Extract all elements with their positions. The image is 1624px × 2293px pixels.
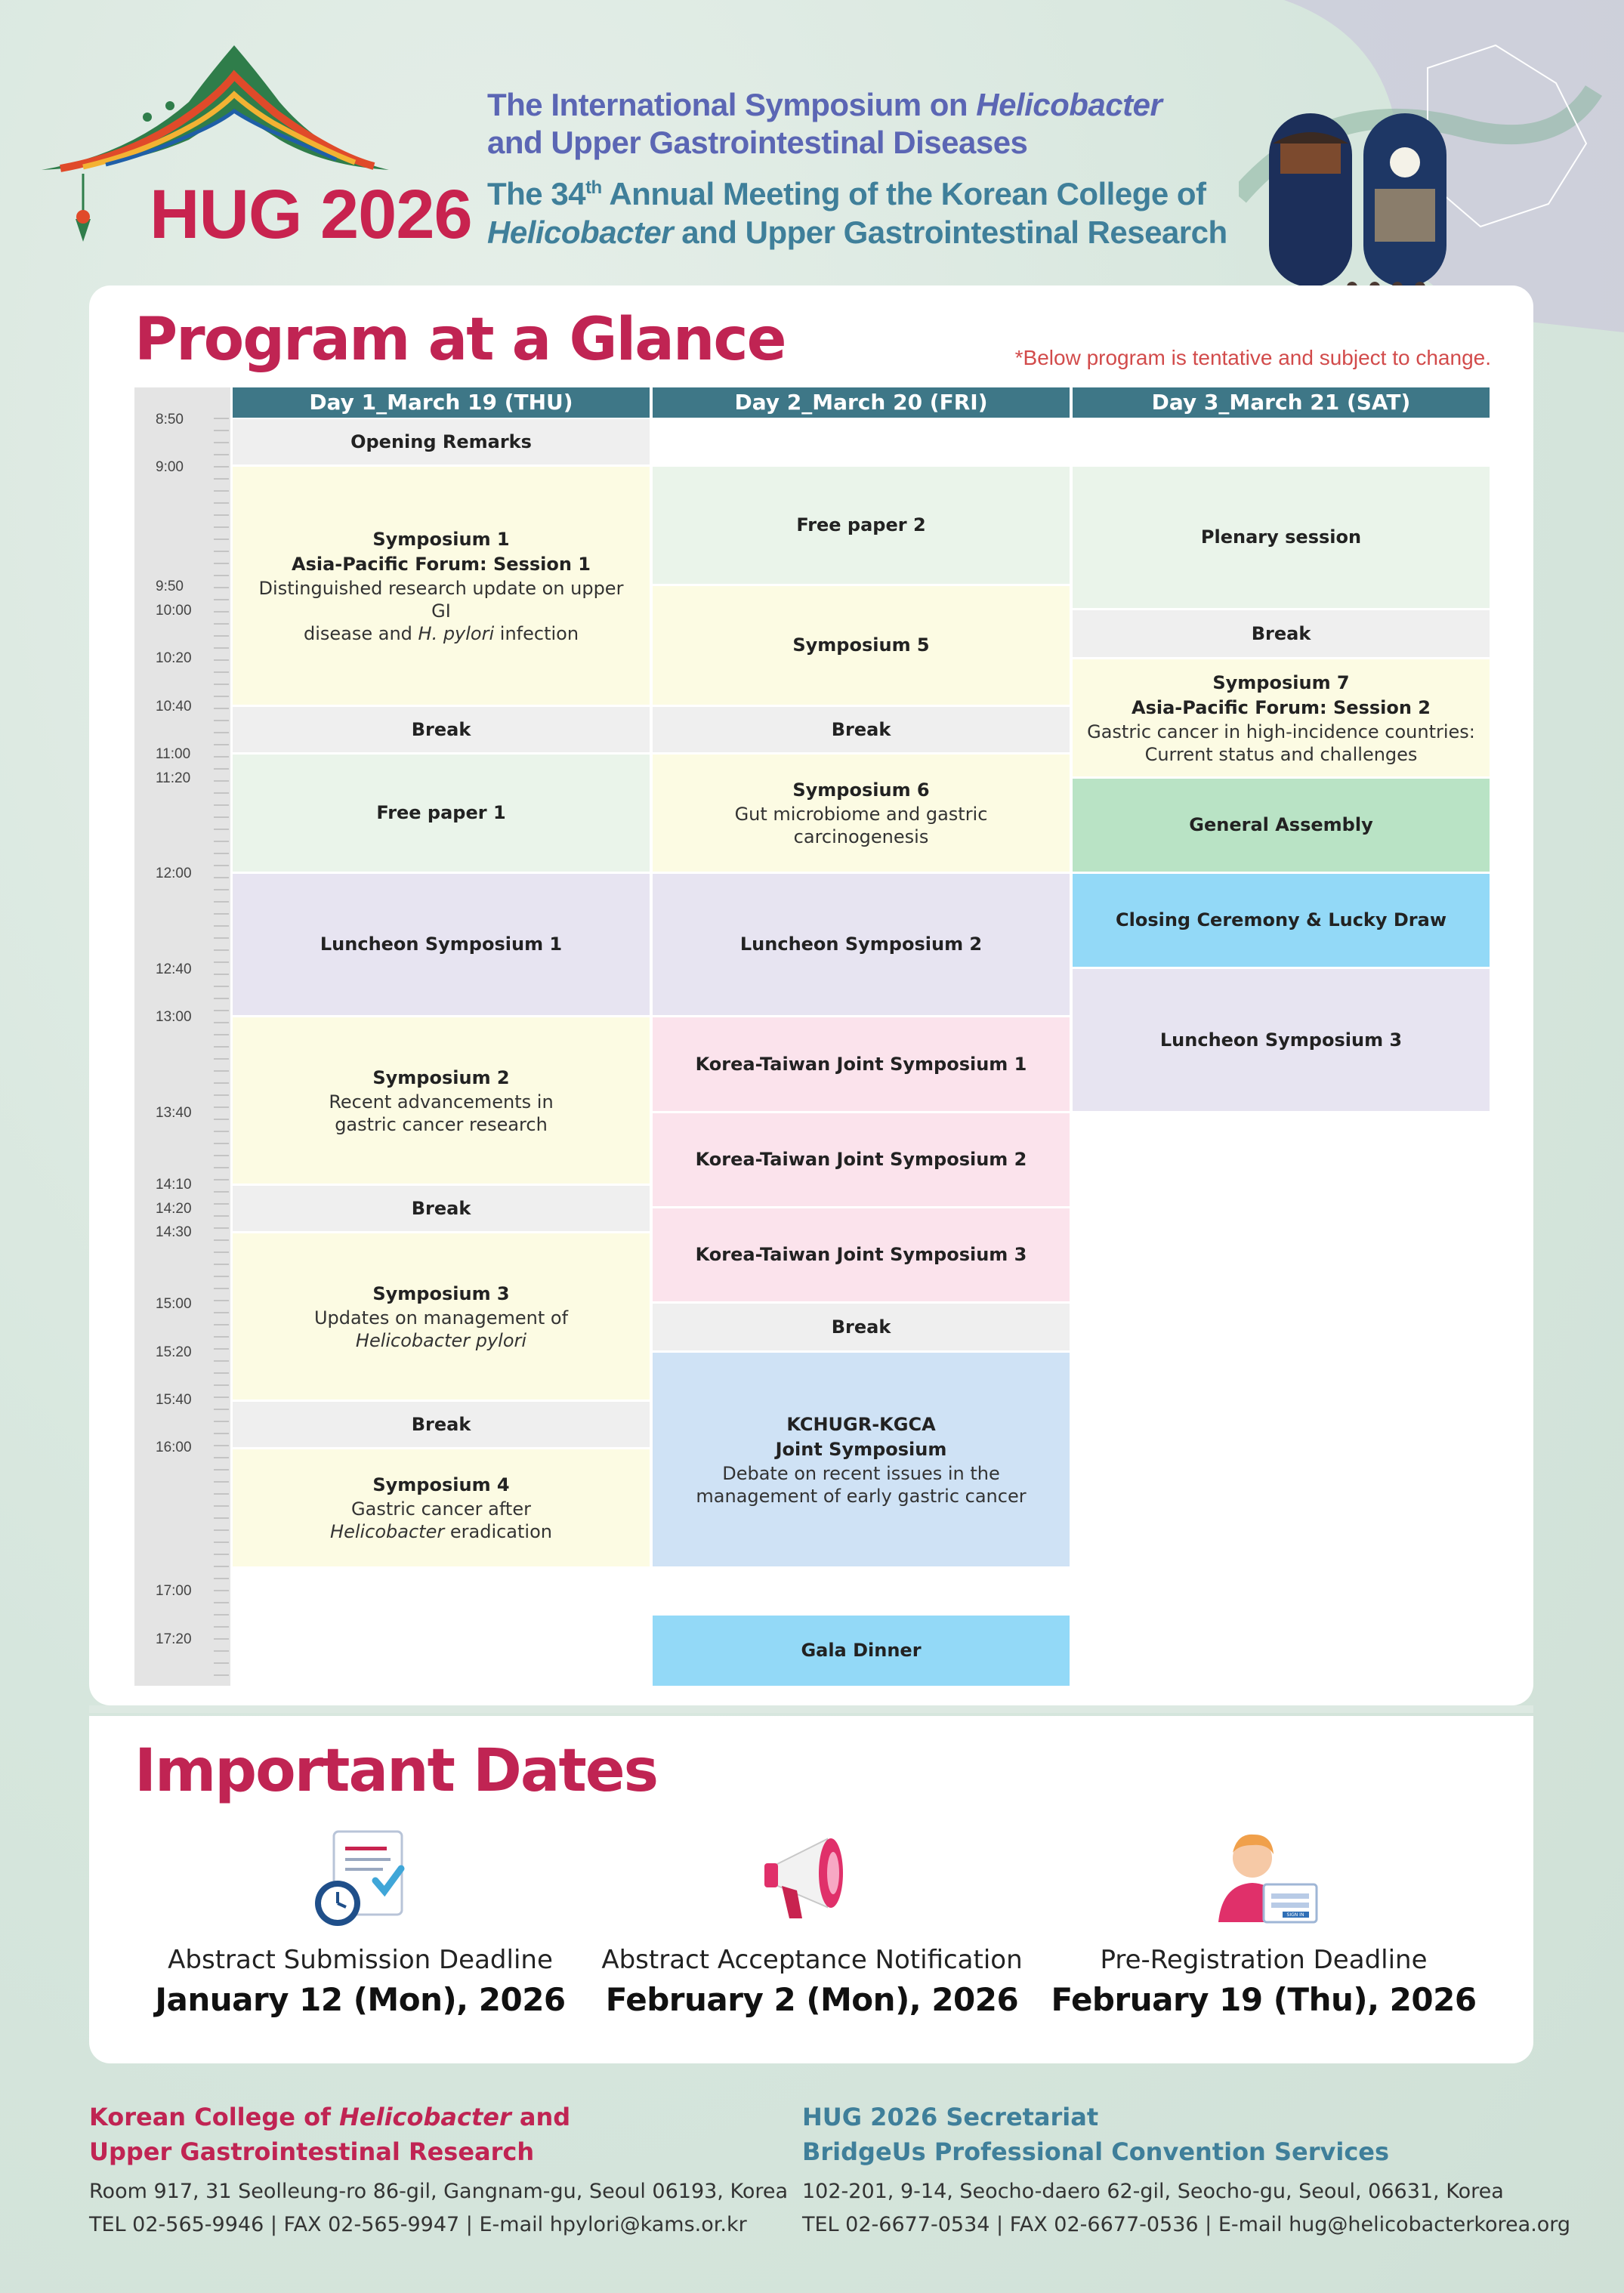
session-title: Closing Ceremony & Lucky Draw [1115, 909, 1447, 930]
time-tick [214, 1421, 229, 1422]
time-tick [214, 1469, 229, 1471]
time-label: 17:20 [156, 1631, 192, 1647]
time-tick [214, 853, 229, 854]
time-tick [214, 671, 229, 673]
session-title: Free paper 2 [796, 514, 926, 535]
time-tick [214, 1590, 229, 1591]
time-tick [214, 1614, 229, 1616]
session-korea-taiwan-2 [653, 1113, 1070, 1206]
session-symposium-5 [653, 586, 1070, 705]
time-tick [214, 937, 229, 939]
session-title: KCHUGR-KGCA [786, 1413, 936, 1435]
time-tick [214, 1070, 229, 1072]
header-line-3: The 34th Annual Meeting of the Korean College of [487, 176, 1206, 211]
session-symposium-2 [233, 1017, 650, 1184]
time-label: 15:40 [156, 1392, 192, 1408]
session-title: Break [411, 718, 471, 740]
session-title: Break [1251, 622, 1311, 644]
date-abstract-acceptance [585, 1824, 1039, 2018]
time-tick [214, 659, 229, 661]
session-description: Distinguished research update on upper GI [258, 577, 624, 622]
time-tick [214, 587, 229, 588]
time-label: 11:00 [156, 746, 191, 762]
time-tick [214, 1529, 229, 1531]
date-abstract-submission [134, 1824, 587, 2018]
time-tick [214, 551, 229, 552]
session-plenary [1073, 467, 1490, 608]
organizer-name: Korean College of Helicobacter and Upper Gastrointestinal Research [89, 2103, 571, 2166]
time-tick [214, 1010, 229, 1011]
session-subtitle: Asia-Pacific Forum: Session 1 [292, 553, 591, 575]
document-clock-icon [304, 1824, 417, 1930]
time-tick [214, 1203, 229, 1205]
time-tick [214, 974, 229, 975]
session-symposium-4 [233, 1449, 650, 1566]
time-tick [214, 1143, 229, 1144]
time-tick [214, 768, 229, 770]
time-tick [214, 1384, 229, 1386]
time-tick [214, 1022, 229, 1023]
session-korea-taiwan-3 [653, 1208, 1070, 1301]
time-tick [214, 1058, 229, 1060]
time-tick [214, 804, 229, 806]
date-value: February 19 (Thu), 2026 [1051, 1981, 1477, 2018]
time-tick [214, 780, 229, 782]
time-tick [214, 1674, 229, 1676]
session-luncheon-symposium-3 [1073, 969, 1490, 1111]
time-tick [214, 502, 229, 504]
session-general-assembly [1073, 779, 1490, 872]
session-subtitle: Asia-Pacific Forum: Session 2 [1132, 696, 1431, 718]
time-tick [214, 1481, 229, 1483]
time-tick [214, 792, 229, 794]
time-tick [214, 1360, 229, 1362]
time-tick [214, 949, 229, 951]
important-dates-title: Important Dates [134, 1737, 658, 1805]
time-tick [214, 1155, 229, 1156]
date-label: Abstract Acceptance Notification [601, 1945, 1023, 1975]
time-tick [214, 539, 229, 540]
session-free-paper-1 [233, 755, 650, 872]
time-label: 15:20 [156, 1344, 192, 1360]
time-tick [214, 1094, 229, 1096]
session-free-paper-2 [653, 467, 1070, 584]
time-tick [214, 442, 229, 443]
header-line-4: Helicobacter and Upper Gastrointestinal Research [487, 214, 1227, 250]
session-break [233, 1402, 650, 1447]
time-tick [214, 1106, 229, 1108]
time-tick [214, 961, 229, 963]
time-tick [214, 1493, 229, 1495]
time-tick [214, 901, 229, 903]
time-label: 10:20 [156, 650, 192, 666]
time-tick [214, 466, 229, 468]
date-label: Pre-Registration Deadline [1100, 1945, 1428, 1975]
time-tick [214, 1082, 229, 1084]
time-label: 10:00 [156, 603, 192, 619]
session-korea-taiwan-1 [653, 1017, 1070, 1111]
session-title: Korea-Taiwan Joint Symposium 1 [695, 1053, 1027, 1075]
time-tick [214, 1566, 229, 1567]
session-break [653, 1304, 1070, 1350]
time-tick [214, 1312, 229, 1313]
session-symposium-1 [233, 467, 650, 705]
megaphone-icon [755, 1824, 869, 1930]
time-label: 14:30 [156, 1224, 192, 1240]
session-kchugr-kgca [653, 1353, 1070, 1566]
session-luncheon-symposium-1 [233, 874, 650, 1015]
session-description: Debate on recent issues in the [722, 1462, 1000, 1484]
time-tick [214, 430, 229, 431]
time-label: 11:20 [156, 770, 191, 786]
session-break [653, 707, 1070, 752]
day-3-header: Day 3_March 21 (SAT) [1073, 387, 1490, 418]
time-tick [214, 1578, 229, 1579]
session-title: Break [831, 1316, 891, 1338]
session-luncheon-symposium-2 [653, 874, 1070, 1015]
time-label: 13:40 [156, 1105, 192, 1121]
day-2-header: Day 2_March 20 (FRI) [653, 387, 1070, 418]
time-tick [214, 1119, 229, 1120]
time-tick [214, 732, 229, 733]
time-tick [214, 1517, 229, 1519]
secretariat-name: HUG 2026 Secretariat BridgeUs Professional Convention Services [802, 2103, 1390, 2166]
time-label: 14:20 [156, 1201, 192, 1217]
registration-person-icon [1207, 1824, 1320, 1930]
session-description: Current status and challenges [1144, 743, 1418, 765]
session-description: Gut microbiome and gastric [734, 804, 988, 825]
date-label: Abstract Submission Deadline [168, 1945, 553, 1975]
time-label: 8:50 [156, 412, 184, 427]
session-closing-ceremony [1073, 874, 1490, 967]
session-description: management of early gastric cancer [696, 1485, 1027, 1507]
date-value: February 2 (Mon), 2026 [605, 1981, 1019, 2018]
session-title: Break [411, 1413, 471, 1435]
time-tick [214, 877, 229, 878]
session-symposium-3 [233, 1233, 650, 1400]
time-tick [214, 1554, 229, 1555]
event-logo-text: HUG 2026 [150, 176, 472, 253]
time-tick [214, 1372, 229, 1374]
secretariat-address: 102-201, 9-14, Seocho-daero 62-gil, Seocho-gu, Seoul, 06631, Korea [802, 2180, 1504, 2203]
header-line-1: The International Symposium on Helicobacter [487, 87, 1162, 122]
session-title: Korea-Taiwan Joint Symposium 2 [695, 1149, 1027, 1170]
session-description: disease and H. pylori infection [303, 622, 579, 644]
session-break [1073, 610, 1490, 657]
time-tick [214, 1131, 229, 1132]
session-description: Helicobacter pylori [355, 1329, 527, 1351]
organizer-address: Room 917, 31 Seolleung-ro 86-gil, Gangnam-gu, Seoul 06193, Korea [89, 2180, 789, 2203]
session-description: Updates on management of [313, 1307, 569, 1329]
session-break [233, 1186, 650, 1231]
time-tick [214, 756, 229, 758]
time-tick [214, 1191, 229, 1193]
time-tick [214, 889, 229, 890]
time-label: 13:00 [156, 1009, 192, 1025]
time-tick [214, 575, 229, 576]
time-tick [214, 1505, 229, 1507]
time-tick [214, 986, 229, 987]
time-tick [214, 599, 229, 600]
time-tick [214, 478, 229, 480]
time-tick [214, 490, 229, 492]
time-label: 9:00 [156, 459, 184, 475]
session-title: Luncheon Symposium 2 [739, 934, 983, 955]
session-symposium-6 [653, 755, 1070, 872]
time-tick [214, 514, 229, 516]
session-opening-remarks [233, 419, 650, 464]
date-pre-registration [1037, 1824, 1490, 2018]
time-label: 15:00 [156, 1296, 192, 1312]
time-tick [214, 696, 229, 697]
session-description: Gastric cancer in high-incidence countries: [1087, 721, 1475, 742]
time-tick [214, 1034, 229, 1035]
organizer-phone-email: TEL 02-565-9946 | FAX 02-565-9947 | E-mail hpylori@kams.or.kr [89, 2213, 747, 2236]
time-tick [214, 913, 229, 915]
time-tick [214, 1602, 229, 1603]
session-break [233, 707, 650, 752]
session-title: Symposium 4 [372, 1474, 510, 1495]
time-label: 14:10 [156, 1177, 192, 1193]
session-title: Luncheon Symposium 1 [320, 934, 563, 955]
time-tick [214, 563, 229, 564]
time-tick [214, 1227, 229, 1229]
time-tick [214, 1264, 229, 1265]
time-tick [214, 1288, 229, 1289]
time-tick [214, 1650, 229, 1652]
date-value: January 12 (Mon), 2026 [155, 1981, 566, 2018]
session-title: Gala Dinner [801, 1640, 922, 1661]
section-divider [89, 1705, 1533, 1713]
time-tick [214, 1638, 229, 1640]
time-tick [214, 1167, 229, 1168]
session-title: Symposium 2 [372, 1066, 510, 1088]
time-tick [214, 1457, 229, 1458]
session-title: Opening Remarks [350, 431, 532, 452]
session-title: Break [831, 718, 891, 740]
time-tick [214, 841, 229, 842]
time-tick [214, 1445, 229, 1446]
time-tick [214, 744, 229, 745]
session-title: Symposium 5 [792, 634, 930, 656]
session-title: Plenary session [1200, 526, 1362, 548]
tentative-note: *Below program is tentative and subject to change. [1014, 346, 1491, 369]
time-tick [214, 1626, 229, 1628]
time-tick [214, 1276, 229, 1277]
time-tick [214, 720, 229, 721]
day-1-header: Day 1_March 19 (THU) [233, 387, 650, 418]
time-tick [214, 1542, 229, 1543]
svg-text:SIGN IN: SIGN IN [1286, 1912, 1304, 1918]
time-tick [214, 1046, 229, 1048]
time-tick [214, 998, 229, 999]
session-description: gastric cancer research [335, 1113, 548, 1135]
session-gala-dinner [653, 1616, 1070, 1686]
session-title: Free paper 1 [376, 802, 506, 823]
time-tick [214, 865, 229, 866]
time-tick [214, 526, 229, 528]
session-description: Helicobacter eradication [330, 1521, 552, 1542]
organizer-contact [89, 2175, 788, 2242]
time-label: 12:40 [156, 961, 192, 977]
time-tick [214, 1300, 229, 1301]
secretariat-phone-email: TEL 02-6677-0534 | FAX 02-6677-0536 | E-mail hug@helicobacterkorea.org [802, 2213, 1571, 2236]
session-subtitle: Joint Symposium [775, 1438, 947, 1460]
time-tick [214, 1409, 229, 1410]
time-column [134, 387, 230, 1686]
session-description: carcinogenesis [793, 826, 929, 847]
time-tick [214, 611, 229, 613]
session-title: Symposium 6 [792, 779, 930, 801]
time-tick [214, 1239, 229, 1241]
time-tick [214, 623, 229, 625]
time-tick [214, 454, 229, 455]
session-title: Luncheon Symposium 3 [1159, 1029, 1403, 1051]
time-tick [214, 635, 229, 637]
session-title: Symposium 3 [372, 1282, 510, 1304]
session-title: Korea-Taiwan Joint Symposium 3 [695, 1244, 1027, 1265]
time-tick [214, 1324, 229, 1325]
session-title: General Assembly [1189, 814, 1373, 835]
time-label: 17:00 [156, 1583, 192, 1599]
time-tick [214, 684, 229, 685]
time-tick [214, 816, 229, 818]
secretariat-contact [802, 2175, 1570, 2242]
session-description: Gastric cancer after [351, 1498, 531, 1520]
header-line-2: and Upper Gastrointestinal Diseases [487, 125, 1028, 160]
program-title: Program at a Glance [134, 306, 786, 374]
time-label: 16:00 [156, 1440, 192, 1455]
time-tick [214, 1251, 229, 1253]
time-label: 9:50 [156, 579, 184, 594]
session-title: Break [411, 1197, 471, 1219]
time-tick [214, 1179, 229, 1180]
time-tick [214, 418, 229, 419]
session-description: Recent advancements in [329, 1091, 554, 1113]
time-tick [214, 1336, 229, 1338]
session-symposium-7 [1073, 659, 1490, 776]
time-tick [214, 647, 229, 649]
time-tick [214, 925, 229, 927]
time-tick [214, 1396, 229, 1398]
time-label: 12:00 [156, 866, 192, 881]
session-title: Symposium 1 [372, 528, 510, 550]
time-tick [214, 708, 229, 709]
time-tick [214, 829, 229, 830]
time-label: 10:40 [156, 699, 192, 714]
time-tick [214, 1662, 229, 1664]
time-tick [214, 1433, 229, 1434]
time-tick [214, 1215, 229, 1217]
session-title: Symposium 7 [1212, 671, 1350, 693]
time-tick [214, 1348, 229, 1350]
